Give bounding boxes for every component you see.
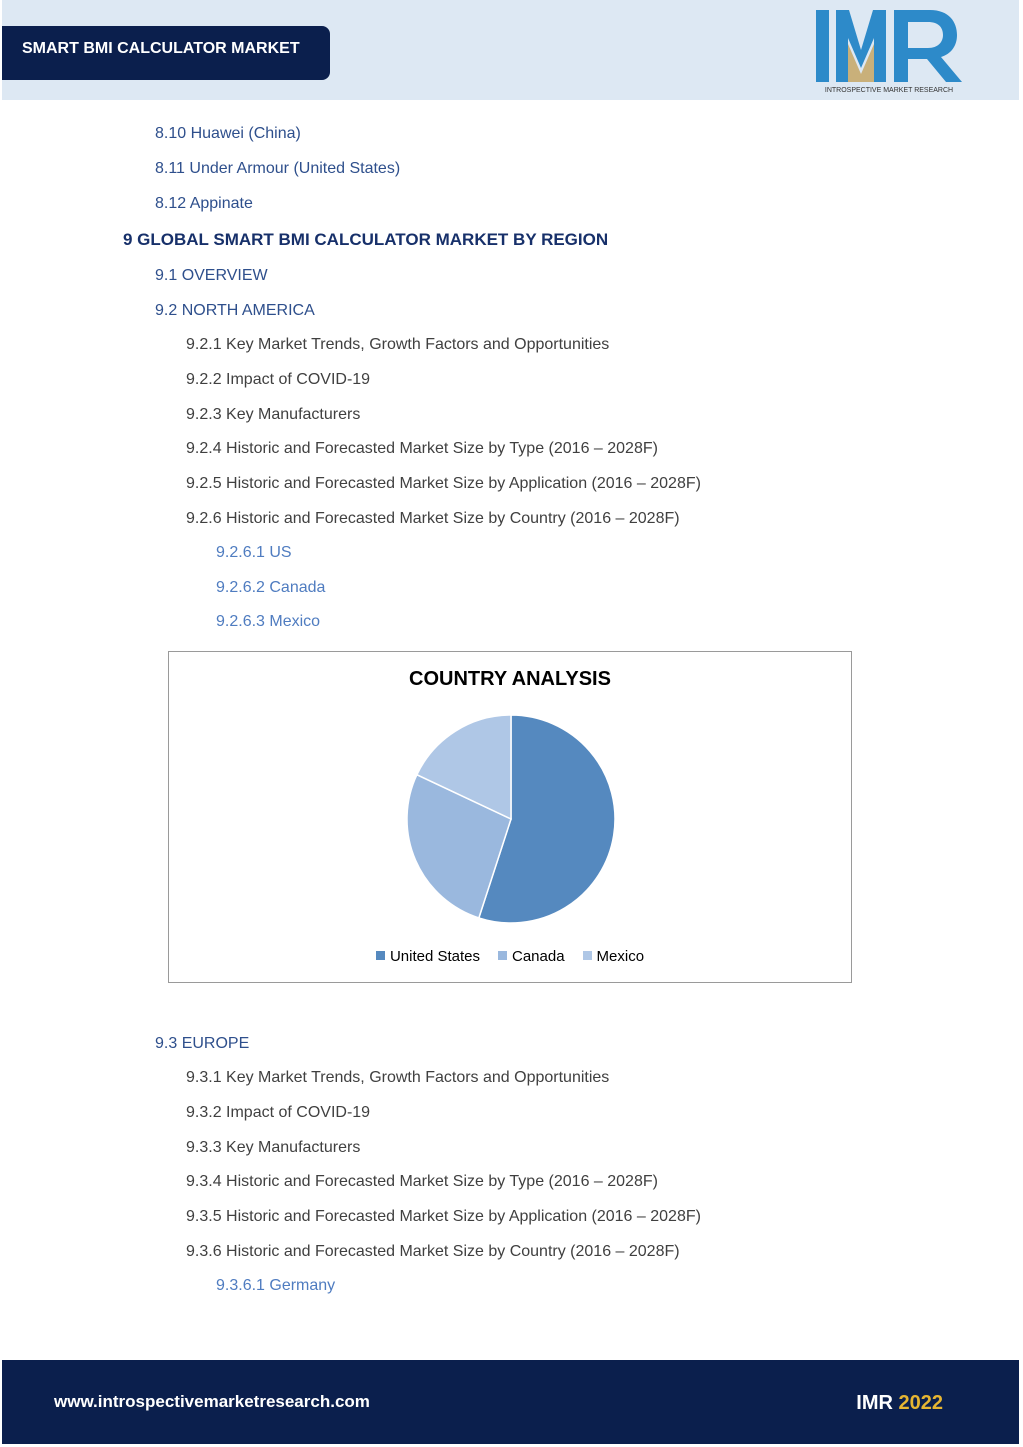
legend-label: Canada	[512, 948, 565, 965]
toc-entry: 9.2.2 Impact of COVID-19	[186, 371, 371, 388]
legend-swatch	[376, 951, 385, 960]
legend-item	[583, 948, 645, 965]
legend-item	[498, 948, 565, 965]
footer-url[interactable]: www.introspectivemarketresearch.com	[54, 1392, 370, 1411]
toc-entry: 9.2.6.1 US	[216, 544, 292, 561]
chart-legend	[169, 948, 851, 965]
toc-entry: 9.1 OVERVIEW	[155, 267, 268, 284]
toc-entry: 9.2.5 Historic and Forecasted Market Size by Application (2016 – 2028F)	[186, 475, 701, 492]
pie-chart	[169, 652, 853, 984]
toc-entry: 9.2.4 Historic and Forecasted Market Size by Type (2016 – 2028F)	[186, 440, 658, 457]
page-header	[2, 0, 1019, 100]
toc-entry: 9.3.2 Impact of COVID-19	[186, 1104, 371, 1121]
footer-brand	[856, 1392, 943, 1415]
toc-entry: 9.3.6.1 Germany	[216, 1277, 336, 1294]
toc-entry: 9.2.6.2 Canada	[216, 579, 326, 596]
logo-caption: INTROSPECTIVE MARKET RESEARCH	[824, 87, 954, 94]
legend-item	[376, 948, 480, 965]
toc-entry: 9.2.1 Key Market Trends, Growth Factors and Opportunities	[186, 336, 610, 353]
toc-entry: 9.3.3 Key Manufacturers	[186, 1139, 361, 1156]
toc-entry: 9.2.6.3 Mexico	[216, 613, 321, 630]
toc-entry: 8.12 Appinate	[155, 195, 253, 212]
toc-entry: 9.2.3 Key Manufacturers	[186, 406, 361, 423]
legend-label: Mexico	[596, 948, 645, 965]
footer-year: 2022	[898, 1392, 943, 1414]
legend-label: United States	[389, 948, 480, 965]
toc-entry: 8.11 Under Armour (United States)	[155, 160, 401, 177]
toc-entry: 9.3.6 Historic and Forecasted Market Size by Country (2016 – 2028F)	[186, 1243, 680, 1260]
country-analysis-chart	[168, 651, 852, 983]
toc-entry: 9.3.1 Key Market Trends, Growth Factors and Opportunities	[186, 1069, 610, 1086]
toc-entry: 9.3 EUROPE	[155, 1035, 250, 1052]
legend-swatch	[583, 951, 592, 960]
toc-entry: 9.2.6 Historic and Forecasted Market Size by Country (2016 – 2028F)	[186, 510, 680, 527]
imr-logo	[814, 8, 964, 96]
page-footer	[2, 1360, 1019, 1444]
toc-entry: 8.10 Huawei (China)	[155, 125, 301, 142]
toc-entry: 9.3.4 Historic and Forecasted Market Size by Type (2016 – 2028F)	[186, 1173, 658, 1190]
toc-entry: 9.2 NORTH AMERICA	[155, 302, 315, 319]
chart-title: COUNTRY ANALYSIS	[409, 668, 611, 690]
footer-brand-name: IMR	[856, 1392, 893, 1414]
toc-entry: 9.3.5 Historic and Forecasted Market Size by Application (2016 – 2028F)	[186, 1208, 701, 1225]
section-heading: 9 GLOBAL SMART BMI CALCULATOR MARKET BY REGION	[123, 230, 609, 249]
report-title-badge: SMART BMI CALCULATOR MARKET	[2, 26, 330, 80]
legend-swatch	[498, 951, 507, 960]
